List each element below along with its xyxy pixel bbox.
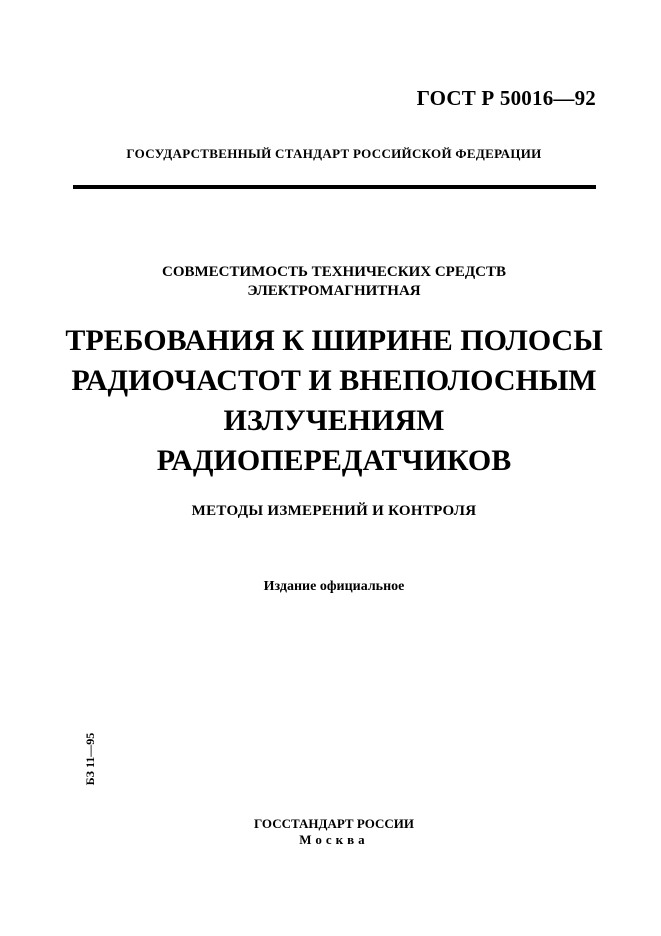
title-line-4: РАДИОПЕРЕДАТЧИКОВ — [156, 444, 512, 477]
document-subtitle: МЕТОДЫ ИЗМЕРЕНИЙ И КОНТРОЛЯ — [191, 503, 477, 519]
standard-group — [0, 263, 661, 301]
title-line-2: РАДИОЧАСТОТ И ВНЕПОЛОСНЫМ — [71, 364, 597, 397]
side-registration-note: БЗ 11—95 — [83, 732, 97, 786]
state-standard-heading: ГОСУДАРСТВЕННЫЙ СТАНДАРТ РОССИЙСКОЙ ФЕДЕРАЦИИ — [126, 146, 542, 161]
document-title — [0, 321, 661, 481]
group-line-1: СОВМЕСТИМОСТЬ ТЕХНИЧЕСКИХ СРЕДСТВ — [162, 264, 506, 280]
title-line-3: ИЗЛУЧЕНИЯМ — [223, 404, 445, 437]
standard-code: ГОСТ Р 50016—92 — [416, 86, 596, 110]
edition-note: Издание официальное — [263, 579, 405, 594]
title-line-1: ТРЕБОВАНИЯ К ШИРИНЕ ПОЛОСЫ — [65, 324, 603, 357]
group-line-2: ЭЛЕКТРОМАГНИТНАЯ — [247, 283, 421, 299]
publisher-block — [0, 816, 661, 848]
header-divider — [73, 185, 596, 189]
publisher-city: Москва — [299, 832, 369, 847]
publisher-name: ГОССТАНДАРТ РОССИИ — [253, 816, 414, 831]
